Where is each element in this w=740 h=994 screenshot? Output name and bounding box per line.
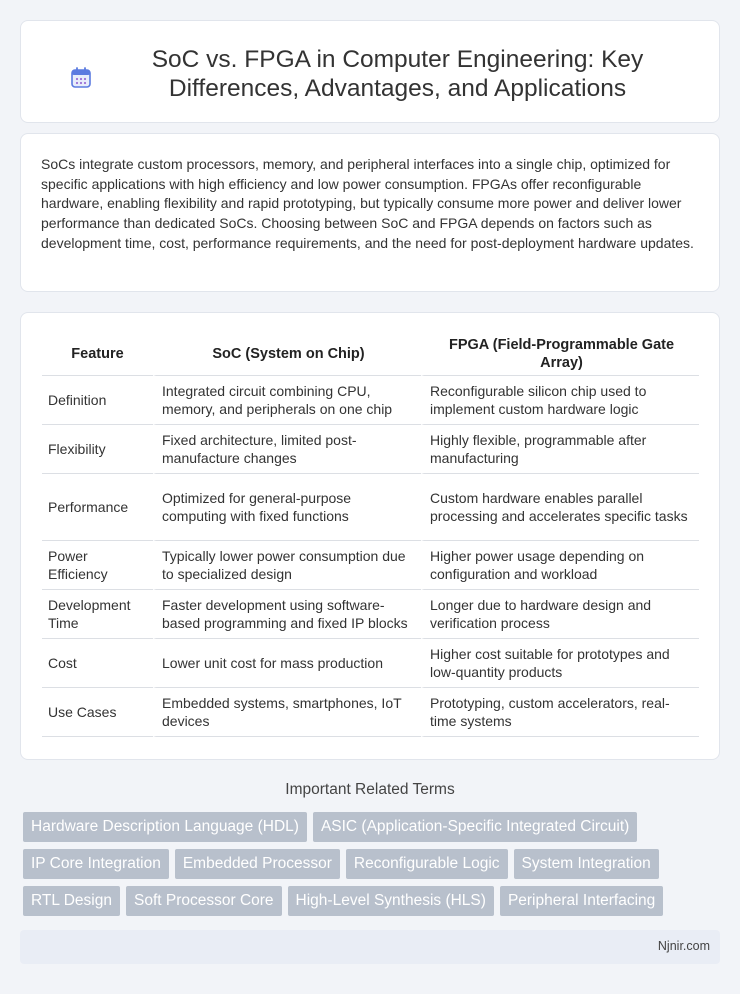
tag-row: [23, 886, 703, 916]
row-feature: Cost: [42, 639, 153, 688]
table-row: [42, 425, 699, 474]
row-soc: Optimized for general-purpose computing with fixed functions: [153, 474, 421, 541]
table-row: [42, 474, 699, 541]
title-card: [20, 20, 720, 123]
page-title: SoC vs. FPGA in Computer Engineering: Key Differences, Advantages, and Applications: [151, 46, 644, 102]
row-soc: Integrated circuit combining CPU, memory, and peripherals on one chip: [153, 376, 421, 425]
row-soc: Faster development using software-based programming and fixed IP blocks: [153, 590, 421, 639]
row-soc: Typically lower power consumption due to specialized design: [153, 541, 421, 590]
row-soc: Embedded systems, smartphones, IoT devices: [153, 688, 421, 737]
tag-hdl[interactable]: Hardware Description Language (HDL): [23, 812, 307, 842]
row-feature: Use Cases: [42, 688, 153, 737]
row-feature: Power Efficiency: [42, 541, 153, 590]
tag-asic[interactable]: ASIC (Application-Specific Integrated Circuit): [313, 812, 637, 842]
comparison-table: [42, 333, 699, 737]
row-fpga: Prototyping, custom accelerators, real-time systems: [421, 688, 699, 737]
related-terms-heading: Important Related Terms: [285, 781, 455, 798]
table-row: [42, 639, 699, 688]
tag-reconfigurable-logic[interactable]: Reconfigurable Logic: [346, 849, 508, 879]
tag-ip-core-integration[interactable]: IP Core Integration: [23, 849, 169, 879]
row-fpga: Higher cost suitable for prototypes and low-quantity products: [421, 639, 699, 688]
row-feature: Performance: [42, 474, 153, 541]
tag-row: [23, 812, 703, 842]
footer: [20, 930, 720, 964]
row-soc: Fixed architecture, limited post-manufacture changes: [153, 425, 421, 474]
tag-row: [23, 849, 703, 879]
tag-system-integration[interactable]: System Integration: [514, 849, 659, 879]
row-fpga: Longer due to hardware design and verification process: [421, 590, 699, 639]
row-fpga: Higher power usage depending on configuration and workload: [421, 541, 699, 590]
footer-site[interactable]: Njnir.com: [657, 939, 710, 953]
row-soc: Lower unit cost for mass production: [153, 639, 421, 688]
row-fpga: Reconfigurable silicon chip used to implement custom hardware logic: [421, 376, 699, 425]
header-fpga: FPGA (Field-Programmable Gate Array): [421, 333, 699, 376]
table-header-row: [42, 333, 699, 376]
related-terms: [23, 812, 703, 923]
row-fpga: Custom hardware enables parallel processing and accelerates specific tasks: [421, 474, 699, 541]
header-feature: Feature: [42, 333, 153, 376]
tag-soft-processor-core[interactable]: Soft Processor Core: [126, 886, 282, 916]
row-feature: Definition: [42, 376, 153, 425]
comparison-card: [20, 312, 720, 760]
summary-text: SoCs integrate custom processors, memory, and peripheral interfaces into a single chip, optimized for specific applications with high efficiency and low power consumption. FPGAs offer reconfigurable hardware, enabling flexibility and rapid prototyping, but typically consume more power and deliver lower performance than dedicated SoCs. Choosing between SoC and FPGA depends on factors such as development time, cost, performance requirements, and the need for post-deployment hardware updates.: [41, 156, 694, 251]
tag-rtl-design[interactable]: RTL Design: [23, 886, 120, 916]
row-feature: Flexibility: [42, 425, 153, 474]
table-row: [42, 541, 699, 590]
row-fpga: Highly flexible, programmable after manufacturing: [421, 425, 699, 474]
header-soc: SoC (System on Chip): [153, 333, 421, 376]
summary-card: [20, 133, 720, 292]
table-row: [42, 590, 699, 639]
tag-hls[interactable]: High-Level Synthesis (HLS): [288, 886, 494, 916]
table-row: [42, 376, 699, 425]
tag-embedded-processor[interactable]: Embedded Processor: [175, 849, 340, 879]
calendar-icon: [69, 66, 93, 90]
tag-peripheral-interfacing[interactable]: Peripheral Interfacing: [500, 886, 663, 916]
row-feature: Development Time: [42, 590, 153, 639]
table-row: [42, 688, 699, 737]
